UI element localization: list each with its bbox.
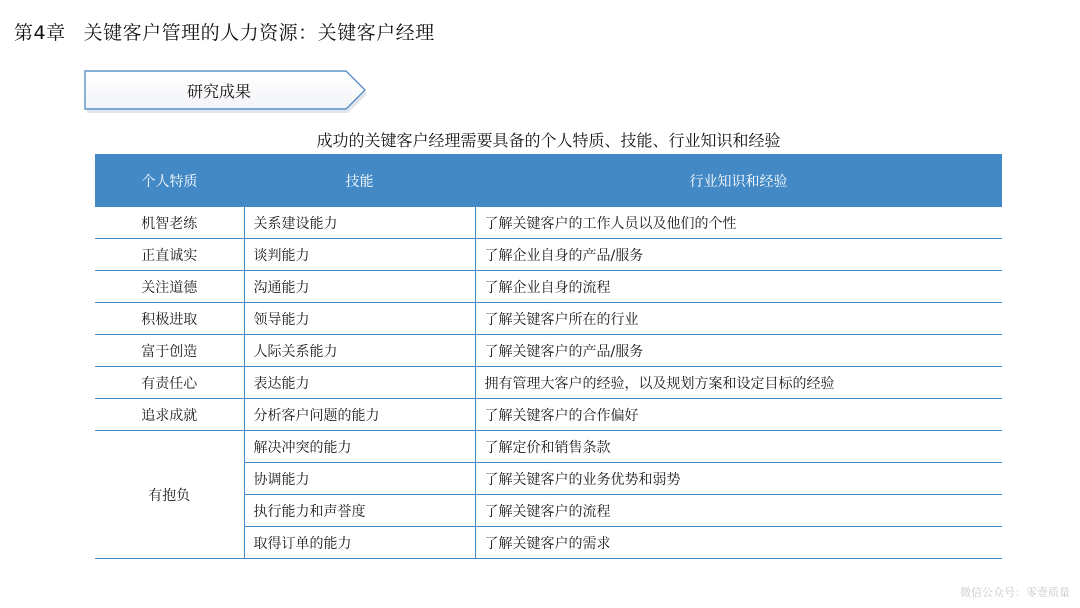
trait-cell: 有抱负 (95, 431, 244, 559)
trait-cell: 机智老练 (95, 207, 244, 239)
page-title (14, 18, 435, 45)
watermark: 微信公众号：零壹质量 (960, 586, 1070, 599)
trait-cell: 积极进取 (95, 303, 244, 335)
chapter-label: 第4章 (14, 22, 66, 44)
column-header-skills: 技能 (244, 154, 475, 207)
skill-cell: 协调能力 (244, 463, 475, 495)
knowledge-cell: 了解企业自身的流程 (475, 271, 1002, 303)
skill-cell: 表达能力 (244, 367, 475, 399)
knowledge-cell: 了解关键客户的工作人员以及他们的个性 (475, 207, 1002, 239)
table-row (95, 271, 1002, 303)
skill-cell: 谈判能力 (244, 239, 475, 271)
section-badge-label: 研究成果 (186, 82, 251, 101)
column-header-traits: 个人特质 (95, 154, 244, 207)
knowledge-cell: 拥有管理大客户的经验，以及规划方案和设定目标的经验 (475, 367, 1002, 399)
table-row (95, 367, 1002, 399)
knowledge-cell: 了解关键客户的产品/服务 (475, 335, 1002, 367)
section-badge (84, 70, 368, 114)
skill-cell: 人际关系能力 (244, 335, 475, 367)
knowledge-cell: 了解定价和销售条款 (475, 431, 1002, 463)
skill-cell: 关系建设能力 (244, 207, 475, 239)
trait-cell: 追求成就 (95, 399, 244, 431)
skill-cell: 执行能力和声誉度 (244, 495, 475, 527)
knowledge-cell: 了解关键客户所在的行业 (475, 303, 1002, 335)
table-row (95, 239, 1002, 271)
traits-skills-table (95, 154, 1002, 559)
table-row (95, 303, 1002, 335)
skill-cell: 分析客户问题的能力 (244, 399, 475, 431)
trait-cell: 有责任心 (95, 367, 244, 399)
knowledge-cell: 了解关键客户的需求 (475, 527, 1002, 559)
trait-cell: 富于创造 (95, 335, 244, 367)
table-header-row (95, 154, 1002, 207)
table-row (95, 399, 1002, 431)
chapter-title: 关键客户管理的人力资源：关键客户经理 (83, 22, 435, 44)
knowledge-cell: 了解关键客户的业务优势和弱势 (475, 463, 1002, 495)
skill-cell: 解决冲突的能力 (244, 431, 475, 463)
knowledge-cell: 了解关键客户的合作偏好 (475, 399, 1002, 431)
trait-cell: 正直诚实 (95, 239, 244, 271)
column-header-knowledge: 行业知识和经验 (475, 154, 1002, 207)
skill-cell: 沟通能力 (244, 271, 475, 303)
table-caption: 成功的关键客户经理需要具备的个人特质、技能、行业知识和经验 (316, 131, 781, 150)
knowledge-cell: 了解企业自身的产品/服务 (475, 239, 1002, 271)
knowledge-cell: 了解关键客户的流程 (475, 495, 1002, 527)
table-row (95, 431, 1002, 463)
skill-cell: 领导能力 (244, 303, 475, 335)
skill-cell: 取得订单的能力 (244, 527, 475, 559)
trait-cell: 关注道德 (95, 271, 244, 303)
table-row (95, 207, 1002, 239)
table-row (95, 335, 1002, 367)
